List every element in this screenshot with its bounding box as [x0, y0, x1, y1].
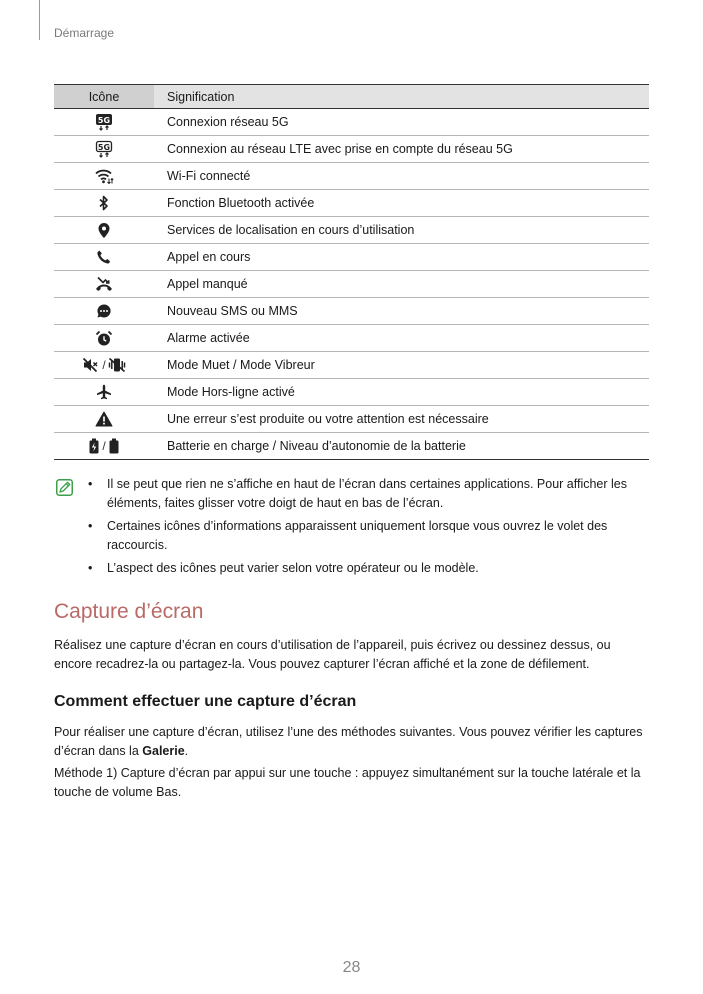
table-row: [54, 406, 649, 433]
column-header-icon: Icône: [54, 85, 154, 109]
battery-level-icon: [108, 438, 120, 454]
method-1-paragraph: [54, 764, 644, 802]
row-meaning: Services de localisation en cours d’utilisation: [154, 217, 649, 244]
5g-network-icon: [95, 113, 113, 131]
notes-list: [88, 475, 633, 582]
table-row: [54, 163, 649, 190]
note-item: • Il se peut que rien ne s’affiche en haut de l’écran dans certaines applications. Pour afficher les éléments, faites glisser votre doigt de haut en bas de l’écran.: [88, 475, 633, 513]
row-meaning: Connexion réseau 5G: [154, 109, 649, 136]
row-meaning: Batterie en charge / Niveau d’autonomie de la batterie: [154, 433, 649, 460]
row-meaning: Alarme activée: [154, 325, 649, 352]
table-row: [54, 352, 649, 379]
note-item: • Certaines icônes d’informations apparaissent uniquement lorsque vous ouvrez le volet des raccourcis.: [88, 517, 633, 555]
note-item: • L’aspect des icônes peut varier selon votre opérateur ou le modèle.: [88, 559, 633, 578]
missed-call-icon: [95, 276, 113, 292]
row-meaning: Appel en cours: [154, 244, 649, 271]
status-icons-table: [54, 84, 649, 460]
table-row: [54, 109, 649, 136]
how-paragraph: [54, 723, 644, 761]
table-row: [54, 217, 649, 244]
section-intro: Réalisez une capture d’écran en cours d’utilisation de l’appareil, puis écrivez ou dessinez dessus, ou encore recadrez-la ou partagez-la. Vous pouvez capturer l’écran affiché et la zone de défilement.: [54, 638, 611, 671]
how-end: .: [184, 744, 189, 758]
vibrate-icon: [108, 357, 126, 373]
row-meaning: Nouveau SMS ou MMS: [154, 298, 649, 325]
bluetooth-icon: [98, 195, 110, 211]
lte-5g-network-icon: [95, 140, 113, 158]
table-row: [54, 433, 649, 460]
alarm-icon: [95, 330, 113, 347]
table-row: [54, 325, 649, 352]
row-meaning: Fonction Bluetooth activée: [154, 190, 649, 217]
wifi-icon: [94, 168, 114, 184]
how-text: Pour réaliser une capture d’écran, utilisez l’une des méthodes suivantes. Vous pouvez vérifier les captures d’écran dans la: [54, 725, 643, 758]
icon-separator: /: [102, 439, 106, 453]
phone-call-icon: [96, 249, 112, 265]
svg-text:5G: 5G: [97, 143, 111, 152]
note-pencil-icon: [56, 479, 73, 496]
row-meaning: Mode Muet / Mode Vibreur: [154, 352, 649, 379]
table-row: [54, 190, 649, 217]
table-row: [54, 379, 649, 406]
gallery-app-name: Galerie: [142, 744, 185, 758]
location-icon: [97, 222, 111, 239]
warning-icon: [95, 411, 113, 427]
method-1-text: Capture d’écran par appui sur une touche : appuyez simultanément sur la touche latérale et la touche de volume Bas.: [54, 766, 641, 799]
table-row: [54, 244, 649, 271]
table-header-row: [54, 85, 649, 109]
icon-separator: /: [102, 358, 106, 372]
side-rule: [39, 0, 40, 40]
message-icon: [96, 303, 112, 319]
row-meaning: Appel manqué: [154, 271, 649, 298]
table-row: [54, 298, 649, 325]
column-header-meaning: Signification: [154, 85, 649, 109]
table-row: [54, 136, 649, 163]
row-meaning: Connexion au réseau LTE avec prise en compte du réseau 5G: [154, 136, 649, 163]
table-row: [54, 271, 649, 298]
method-1-label: Méthode 1): [54, 766, 118, 780]
running-header: Démarrage: [54, 26, 115, 40]
svg-text:5G: 5G: [97, 116, 111, 125]
row-meaning: Wi-Fi connecté: [154, 163, 649, 190]
row-meaning: Une erreur s’est produite ou votre attention est nécessaire: [154, 406, 649, 433]
airplane-icon: [96, 384, 112, 400]
mute-icon: [82, 357, 100, 373]
battery-charging-icon: [88, 438, 100, 454]
row-meaning: Mode Hors-ligne activé: [154, 379, 649, 406]
section-title: Capture d’écran: [54, 600, 204, 623]
page-number: 28: [342, 959, 361, 976]
subsection-title: Comment effectuer une capture d’écran: [54, 693, 357, 710]
